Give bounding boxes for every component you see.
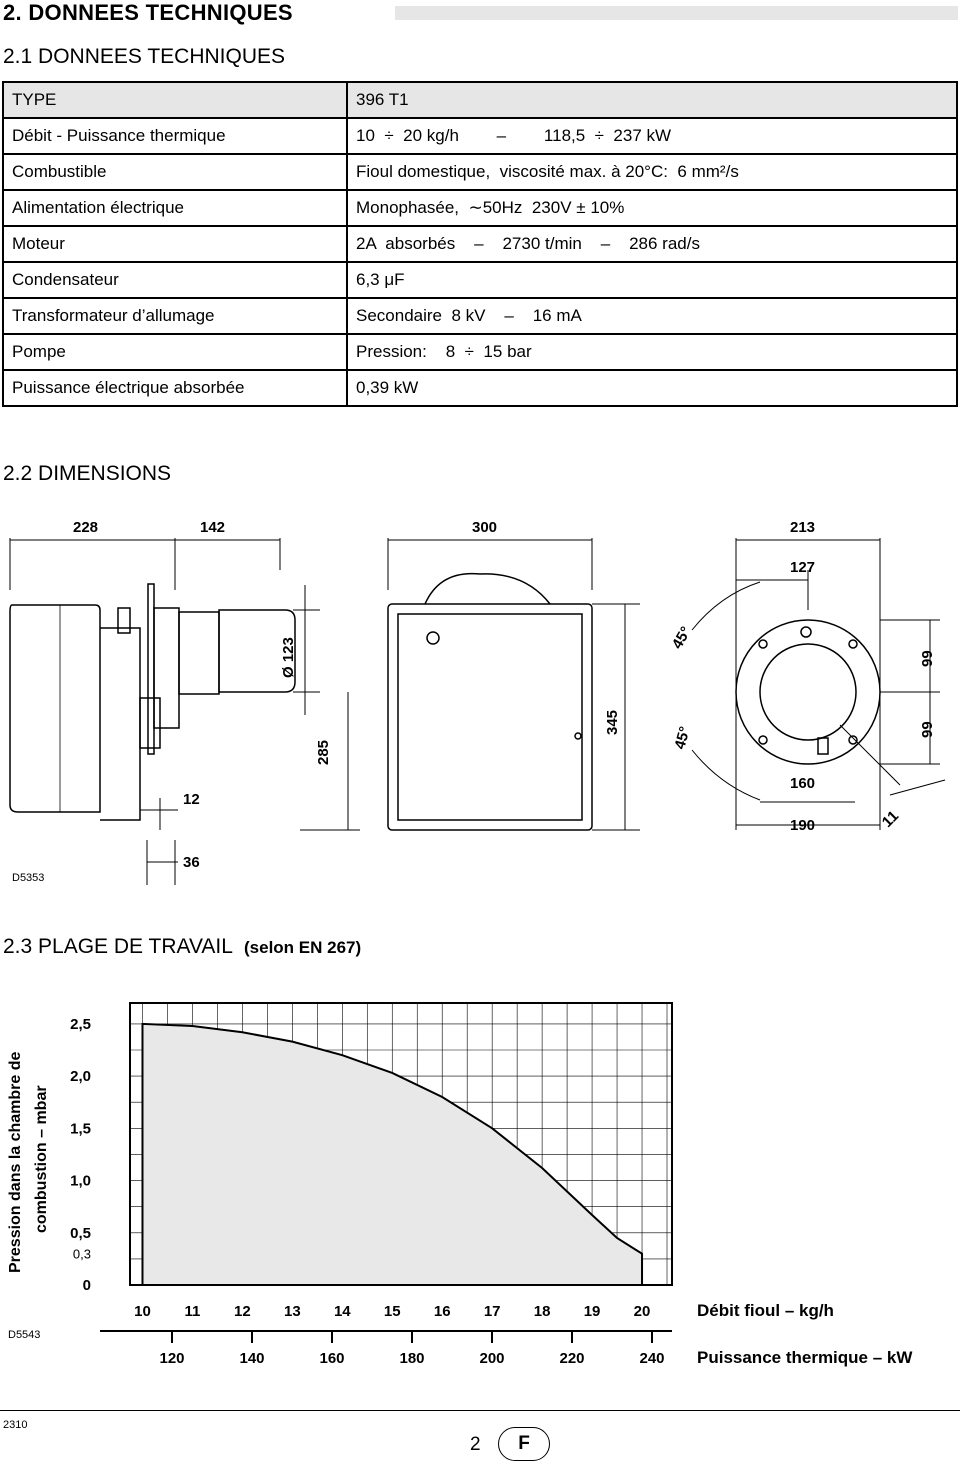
spec-value: Monophasée, ∼50Hz 230V ± 10% (347, 190, 957, 226)
spec-table (2, 81, 958, 407)
y-tick-label: 1,5 (70, 1120, 91, 1138)
dim-diameter-123: Ø 123 (280, 637, 297, 678)
flange-inner-circle (760, 644, 856, 740)
flange-hole (759, 736, 767, 744)
y-axis-label-line1: Pression dans la chambre de (7, 1051, 24, 1273)
air-screw (118, 608, 130, 633)
x2-tick-label: 240 (639, 1350, 665, 1367)
spec-value: 6,3 μF (347, 262, 957, 298)
dim-142: 142 (200, 519, 226, 536)
working-range-title: 2.3 PLAGE DE TRAVAIL (3, 935, 233, 958)
x-tick-label: 17 (483, 1303, 501, 1320)
working-range-chart (0, 995, 960, 1385)
dim-345: 345 (604, 709, 621, 735)
flange-bottom-lug (818, 738, 828, 754)
blast-tube-base (179, 612, 219, 694)
subsection-title-technical: 2.1 DONNEES TECHNIQUES (3, 45, 286, 68)
spec-value: Pression: 8 ÷ 15 bar (347, 334, 957, 370)
dim-11: 11 (878, 807, 903, 831)
x2-tick-label: 160 (319, 1350, 345, 1367)
spec-row (3, 118, 957, 154)
dim-300: 300 (472, 519, 498, 536)
front-button (427, 632, 439, 644)
spec-label: Alimentation électrique (3, 190, 347, 226)
page-number: 2 (470, 1434, 481, 1455)
front-screw (575, 733, 581, 739)
footer-rule (0, 1410, 960, 1411)
x2-tick-label: 200 (479, 1350, 505, 1367)
spec-value: 396 T1 (347, 82, 957, 118)
flange-top-screw (801, 627, 811, 637)
spec-row (3, 82, 957, 118)
spec-value: Fioul domestique, viscosité max. à 20°C: 6 mm²/s (347, 154, 957, 190)
spec-label: TYPE (3, 82, 347, 118)
burner-body (100, 628, 140, 820)
dim-160: 160 (790, 775, 816, 792)
spec-row (3, 370, 957, 406)
dim-228: 228 (73, 519, 99, 536)
angle-45-top: 45° (668, 623, 695, 652)
chart-code: D5543 (8, 1329, 41, 1341)
x2-tick-label: 220 (559, 1350, 585, 1367)
spec-value: Secondaire 8 kV – 16 mA (347, 298, 957, 334)
y-tick-label: 1,0 (70, 1172, 91, 1190)
dim-190: 190 (790, 817, 816, 834)
dim-99-bottom: 99 (919, 721, 936, 738)
dim-12: 12 (183, 791, 200, 808)
working-range-standard: (selon EN 267) (244, 938, 362, 957)
spec-value: 10 ÷ 20 kg/h – 118,5 ÷ 237 kW (347, 118, 957, 154)
spec-label: Puissance électrique absorbée (3, 370, 347, 406)
angle-45-bottom: 45° (671, 724, 694, 752)
y-tick-label: 0,5 (70, 1224, 91, 1242)
spec-row (3, 190, 957, 226)
x-tick-label: 14 (333, 1303, 351, 1320)
x-tick-label: 18 (533, 1303, 551, 1320)
flange-hole (849, 640, 857, 648)
flange-hole (759, 640, 767, 648)
dim-127: 127 (790, 559, 816, 576)
y-axis-label-line2: combustion – mbar (33, 1085, 50, 1233)
spec-row (3, 262, 957, 298)
x2-tick-label: 120 (159, 1350, 185, 1367)
y-tick-label: 0 (82, 1277, 91, 1294)
x-tick-label: 16 (433, 1303, 451, 1320)
x-tick-label: 10 (134, 1303, 151, 1320)
front-cover (398, 614, 582, 820)
y-tick-label: 0,3 (72, 1246, 91, 1262)
y-tick-label: 2,0 (70, 1068, 91, 1086)
spec-value: 2A absorbés – 2730 t/min – 286 rad/s (347, 226, 957, 262)
front-top-bracket (425, 574, 550, 604)
pump-block (140, 698, 160, 748)
flange-outer-circle (736, 620, 880, 764)
spec-row (3, 226, 957, 262)
x-tick-label: 19 (583, 1303, 601, 1320)
x2-tick-label: 140 (239, 1350, 265, 1367)
dim-213: 213 (790, 519, 816, 536)
spec-label: Condensateur (3, 262, 347, 298)
spec-label: Débit - Puissance thermique (3, 118, 347, 154)
drawing-code: D5353 (12, 872, 45, 884)
dim-285: 285 (315, 739, 332, 765)
flange (154, 608, 179, 728)
x-tick-label: 11 (184, 1303, 201, 1320)
x-tick-label: 15 (383, 1303, 401, 1320)
subsection-title-working-range (3, 935, 361, 959)
dimensions-drawing (0, 500, 960, 900)
dim-99-top: 99 (919, 650, 936, 667)
x-tick-label: 12 (234, 1303, 251, 1320)
spec-row (3, 298, 957, 334)
x2-tick-label: 180 (399, 1350, 425, 1367)
spec-label: Pompe (3, 334, 347, 370)
x-tick-label: 13 (284, 1303, 301, 1320)
spec-label: Moteur (3, 226, 347, 262)
front-housing (388, 604, 592, 830)
x2-axis-label: Puissance thermique – kW (697, 1348, 913, 1367)
section-title-bar (395, 6, 958, 20)
spec-label: Combustible (3, 154, 347, 190)
flange-hole (849, 736, 857, 744)
spec-row (3, 334, 957, 370)
burner-housing-outline (10, 605, 100, 812)
x-tick-label: 20 (633, 1303, 651, 1320)
spec-value: 0,39 kW (347, 370, 957, 406)
dim-36: 36 (183, 854, 200, 871)
flange-plate (148, 584, 154, 754)
x-axis-label: Débit fioul – kg/h (697, 1301, 834, 1320)
language-badge: F (498, 1427, 550, 1461)
spec-row (3, 154, 957, 190)
y-tick-label: 2,5 (70, 1015, 91, 1033)
subsection-title-dimensions: 2.2 DIMENSIONS (3, 462, 172, 485)
spec-label: Transformateur d’allumage (3, 298, 347, 334)
section-title: 2. DONNEES TECHNIQUES (3, 0, 293, 25)
footer-code: 2310 (3, 1419, 28, 1431)
